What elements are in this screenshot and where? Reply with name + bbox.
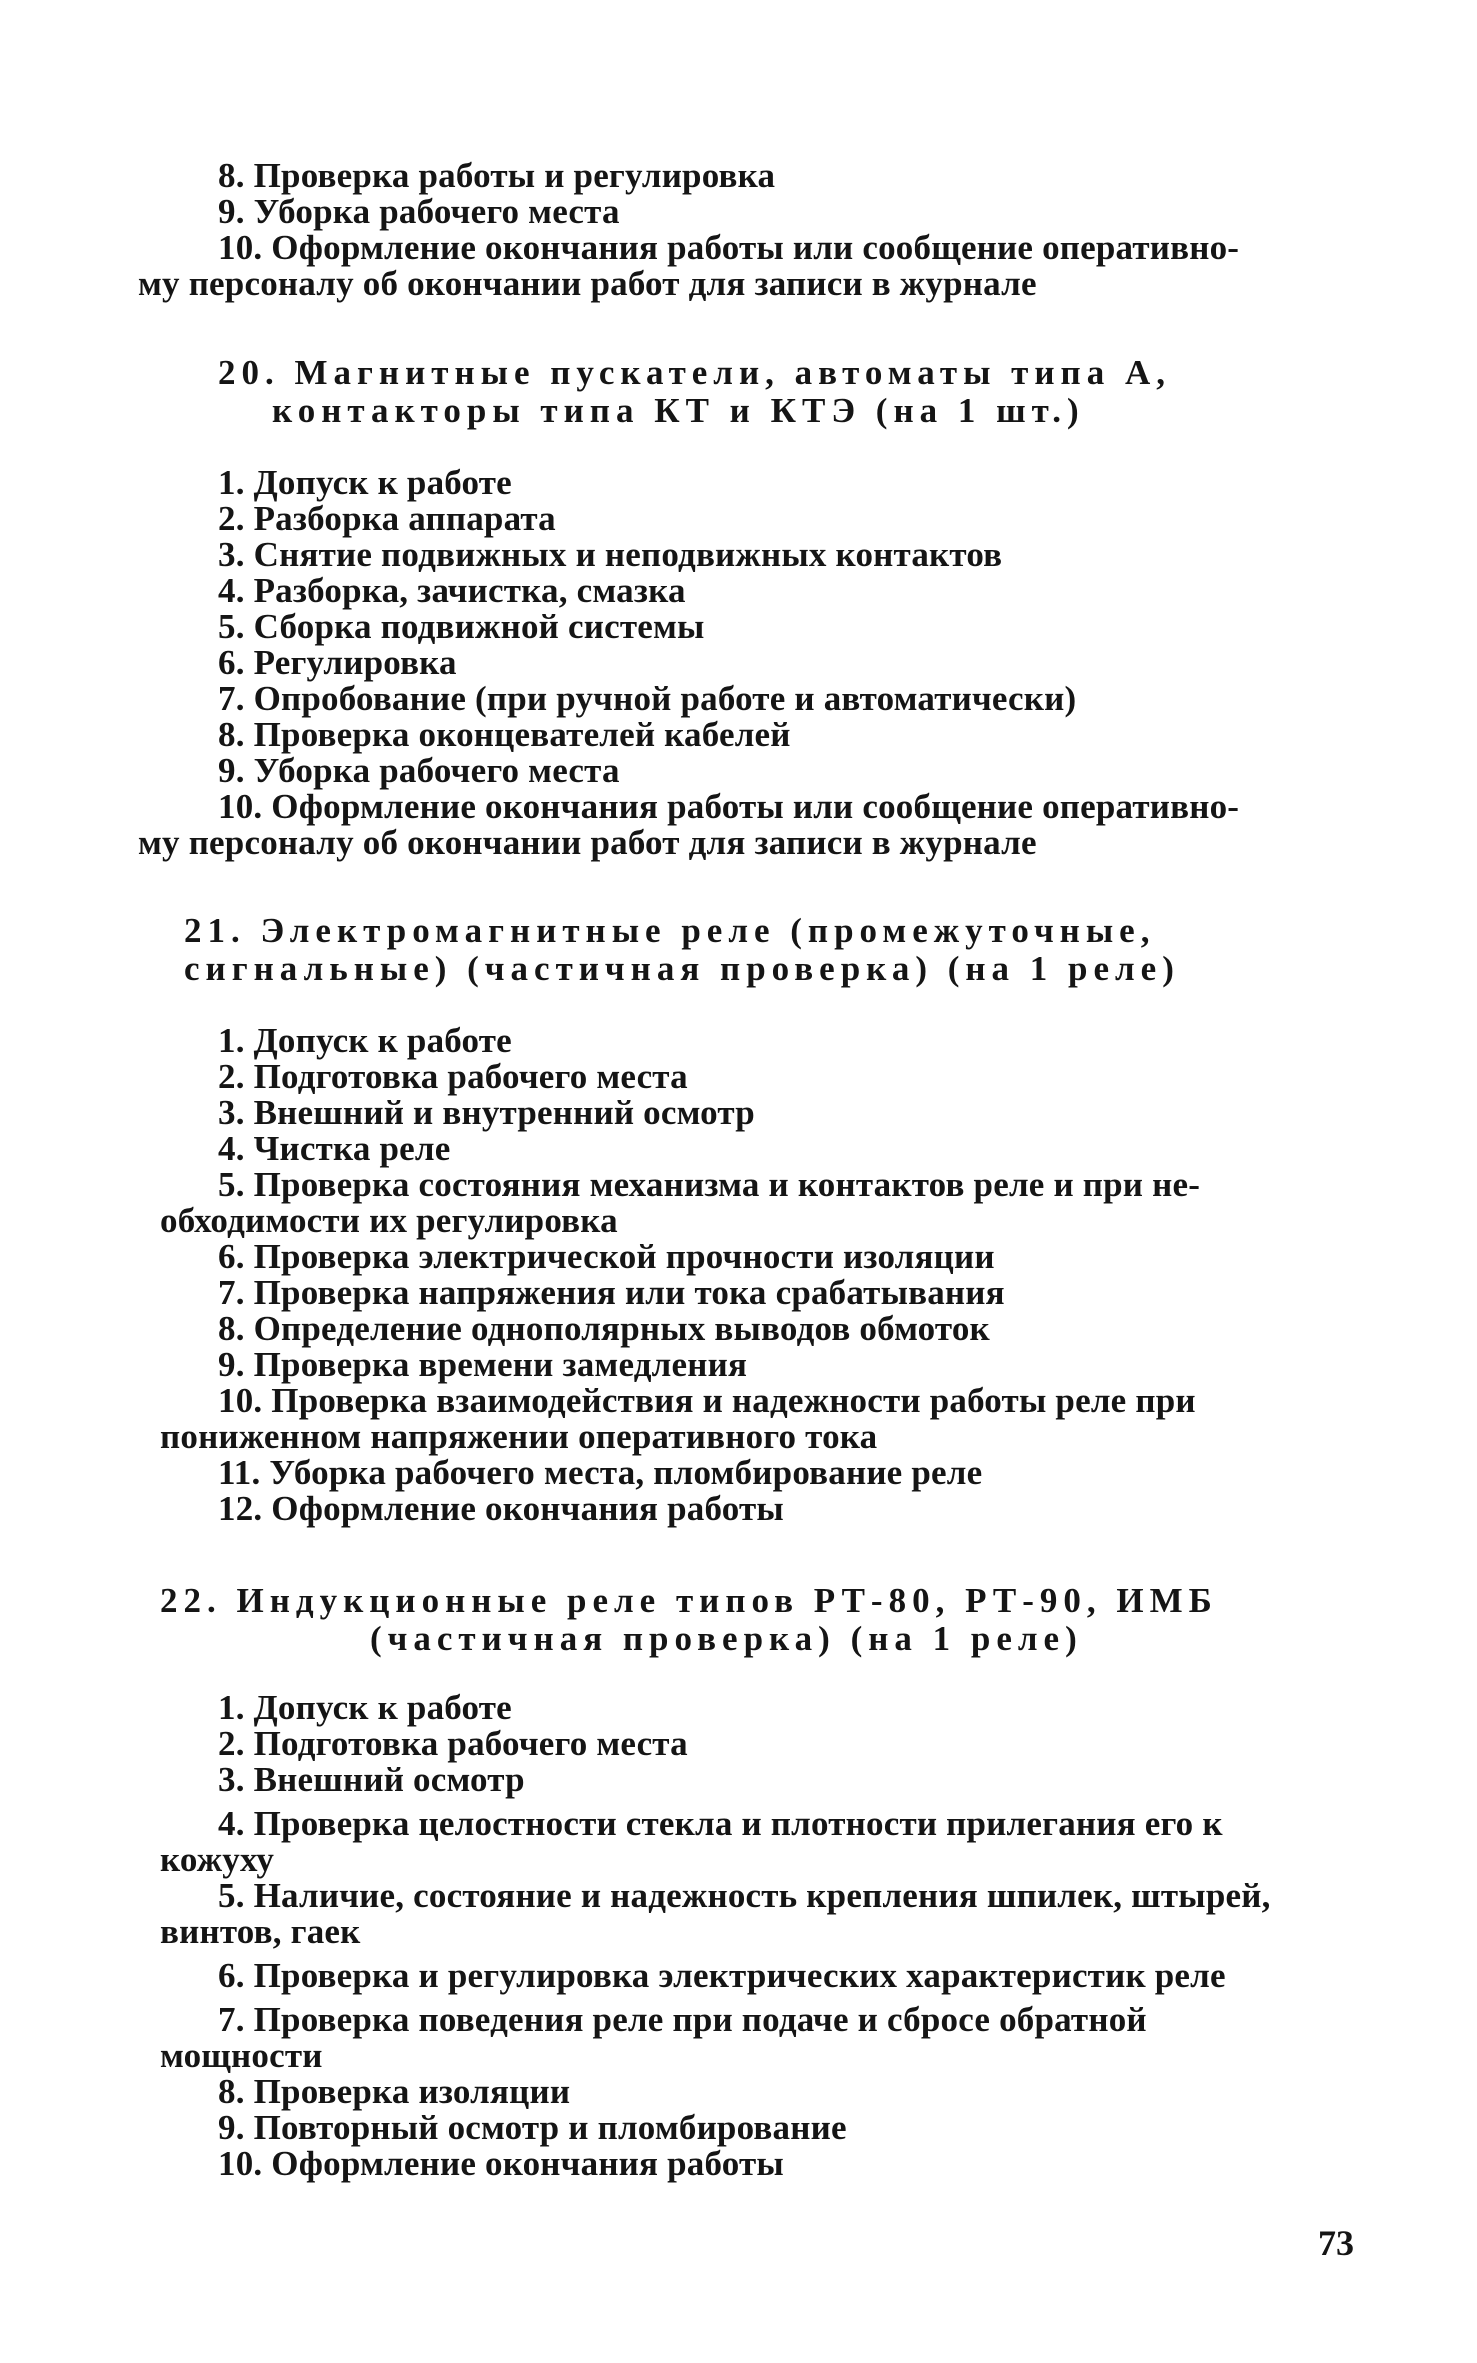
list-item: 8. Проверка изоляции [218,2072,571,2111]
continuation-list [138,156,1360,303]
list-item: 3. Внешний и внутренний осмотр [218,1093,755,1132]
section-21 [160,912,1360,988]
section-heading: 20. Магнитные пускатели, автоматы типа А, [218,353,1171,392]
section-22 [160,1582,1360,1658]
list-item: 9. Уборка рабочего места [218,751,620,790]
list-item-continuation: кожуху [160,1840,275,1879]
list-item: 3. Внешний осмотр [218,1760,525,1799]
list-item: 6. Проверка и регулировка электрических характеристик реле [218,1956,1226,1995]
list-item: 9. Повторный осмотр и пломбирование [218,2108,847,2147]
list-item: 4. Чистка реле [218,1129,451,1168]
list-item-continuation: пониженном напряжении оперативного тока [160,1417,878,1456]
list-item: 3. Снятие подвижных и неподвижных контактов [218,535,1003,574]
list-item: 10. Оформление окончания работы или сообщение оперативно- [218,228,1240,267]
list-item-continuation: винтов, гаек [160,1912,361,1951]
list-item: 9. Уборка рабочего места [218,192,620,231]
list-item: 4. Разборка, зачистка, смазка [218,571,686,610]
section-heading: сигнальные) (частичная проверка) (на 1 реле) [184,949,1180,988]
list-item: 1. Допуск к работе [218,463,512,502]
section-heading: (частичная проверка) (на 1 реле) [370,1619,1083,1658]
list-item: 6. Проверка электрической прочности изоляции [218,1237,995,1276]
list-item: 8. Проверка работы и регулировка [218,156,776,195]
list-item: 8. Определение однополярных выводов обмоток [218,1309,990,1348]
list-item-continuation: му персоналу об окончании работ для записи в журнале [138,823,1037,862]
list-item-continuation: мощности [160,2036,323,2075]
list-item: 10. Оформление окончания работы или сообщение оперативно- [218,787,1240,826]
list-item: 2. Разборка аппарата [218,499,556,538]
section-heading: 21. Электромагнитные реле (промежуточные, [184,911,1156,950]
list-item: 8. Проверка оконцевателей кабелей [218,715,791,754]
list-item: 7. Опробование (при ручной работе и автоматически) [218,679,1077,718]
list-item: 12. Оформление окончания работы [218,1489,784,1528]
list-item: 5. Наличие, состояние и надежность крепления шпилек, штырей, [218,1876,1271,1915]
list-item: 4. Проверка целостности стекла и плотности прилегания его к [218,1804,1223,1843]
list-item: 10. Оформление окончания работы [218,2144,784,2183]
list-item-continuation: му персоналу об окончании работ для записи в журнале [138,264,1037,303]
section-heading: 22. Индукционные реле типов РТ-80, РТ-90, ИМБ [160,1581,1218,1620]
list-item: 5. Проверка состояния механизма и контактов реле и при не- [218,1165,1201,1204]
list-item: 11. Уборка рабочего места, пломбирование реле [218,1453,983,1492]
section-heading: контакторы типа КТ и КТЭ (на 1 шт.) [272,391,1085,430]
list-item: 2. Подготовка рабочего места [218,1057,688,1096]
list-item: 2. Подготовка рабочего места [218,1724,688,1763]
list-item: 9. Проверка времени замедления [218,1345,748,1384]
list-item: 7. Проверка поведения реле при подаче и сбросе обратной [218,2000,1147,2039]
list-item: 7. Проверка напряжения или тока срабатывания [218,1273,1005,1312]
list-item: 5. Сборка подвижной системы [218,607,705,646]
section-21-list [160,1023,1360,1527]
list-item: 1. Допуск к работе [218,1021,512,1060]
section-22-list [160,1690,1360,2182]
list-item: 10. Проверка взаимодействия и надежности работы реле при [218,1381,1196,1420]
section-20-list [138,463,1360,862]
list-item: 1. Допуск к работе [218,1688,512,1727]
section-20 [160,354,1360,430]
page-number: 73 [1318,2223,1354,2263]
list-item-continuation: обходимости их регулировка [160,1201,618,1240]
list-item: 6. Регулировка [218,643,457,682]
